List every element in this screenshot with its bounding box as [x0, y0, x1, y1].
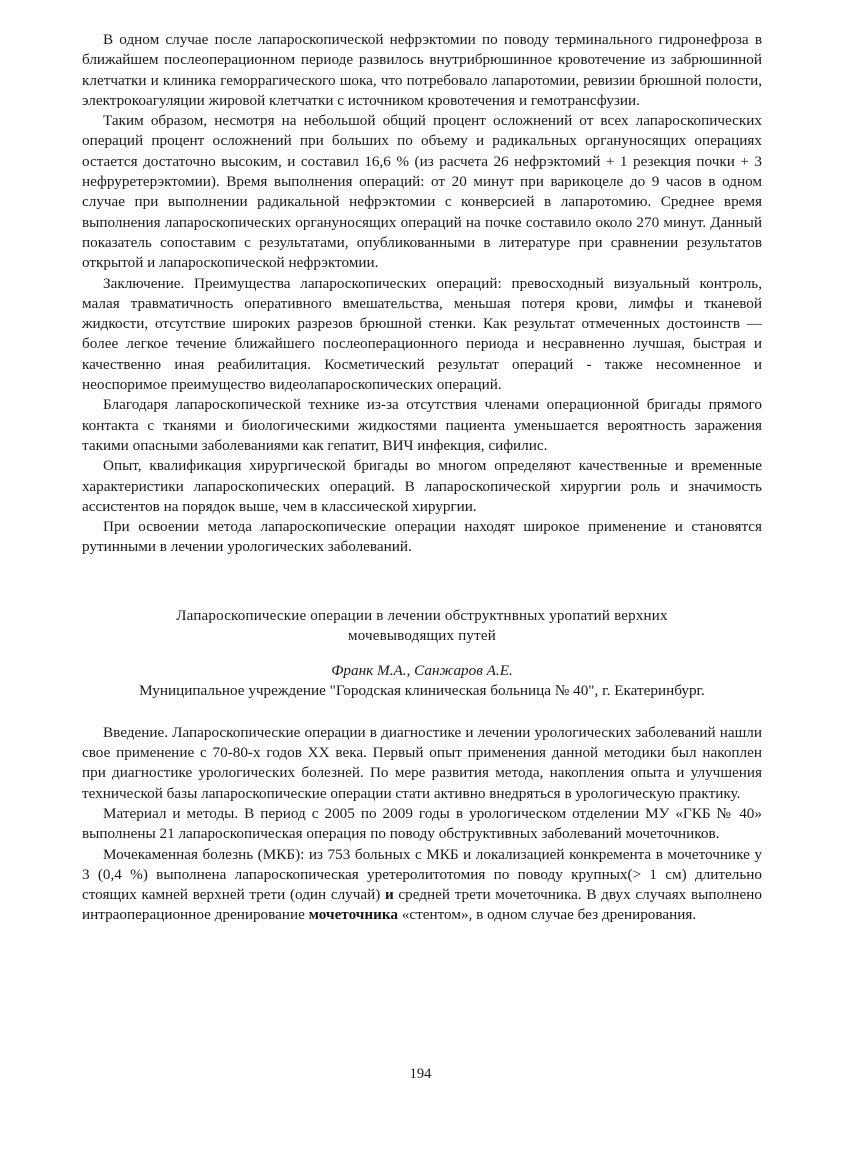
paragraph-methods: Материал и методы. В период с 2005 по 2009 годы в урологическом отделении МУ «ГКБ № 40» выполнены 21 лапароскопическая операция по поводу обструктивных заболеваний мочеточников. — [82, 804, 762, 843]
paragraph-urolithiasis — [82, 845, 762, 926]
article-title-line2: мочевыводящих путей — [348, 628, 496, 645]
page-number: 194 — [409, 1066, 432, 1082]
article-institution: Муниципальное учреждение "Городская клиническая больница № 40", г. Екатеринбург. — [139, 681, 705, 699]
urolithiasis-text-2: средней трети мочеточника. В двух случаях выполнено интраоперационное дренирование — [82, 886, 763, 924]
urolithiasis-text-1: Мочекаменная болезнь (МКБ): из 753 больных с МКБ и локализацией конкремента в мочеточнике у 3 (0,4 %) выполнена лапароскопическая уретеролитотомия по поводу крупных(> 1 см) длительно стоящих камней верхней трети (один случай) — [82, 845, 762, 904]
article-title — [82, 606, 762, 647]
urolithiasis-bold-1: и — [385, 886, 394, 904]
paragraph-conclusion: Заключение. Преимущества лапароскопических операций: превосходный визуальный контроль, малая травматичность оперативного вмешательства, меньшая потеря крови, лимфы и тканевой жидкости, отсутствие широких разрезов брюшной стенки. Как результат отмеченных достоинств — более легкое течение ближайшего послеоперационного периода и несравненно лучшая, быстрая и качественно иная реабилитация. Косметический результат операций - также несомненное и неоспоримое преимущество видеолапароскопических операций. — [82, 274, 762, 394]
page-body — [82, 30, 762, 926]
paragraph-adoption: При освоении метода лапароскопические операции находят широкое применение и становятся рутинными в лечении урологических заболеваний. — [82, 518, 762, 556]
urolithiasis-bold-2: мочеточника — [308, 906, 398, 924]
urolithiasis-text-3: «стентом», в одном случае без дренирования. — [397, 906, 697, 924]
article-authors: Франк М.А., Санжаров А.Е. — [331, 661, 513, 679]
paragraph-infection-safety: Благодаря лапароскопической технике из-за отсутствия членами операционной бригады прямого контакта с тканями и биологическими жидкостями пациента уменьшается вероятность заражения такими опасными заболеваниями как гепатит, ВИЧ инфекция, сифилис. — [82, 396, 762, 454]
paragraph-complication-case: В одном случае после лапароскопической нефрэктомии по поводу терминального гидронефроза в ближайшем послеоперационном периоде развилось внутрибрюшинное кровотечение из забрюшинной клетчатки и клиника геморрагического шока, что потребовало лапаротомии, ревизии брюшной полости, электрокоагуляции жировой клетчатки с источником кровотечения и гемотрансфузии. — [82, 31, 762, 109]
paragraph-introduction: Введение. Лапароскопические операции в диагностике и лечении урологических заболеваний нашли свое применение с 70-80-х годов XX века. Первый опыт применения данной методики был накоплен при диагностике урологических болезней. По мере развития метода, накопления опыта и улучшения технической базы лапароскопические операции стати активно внедряться в урологическую практику. — [82, 723, 762, 802]
article-title-line1: Лапароскопические операции в лечении обструктнвных уропатий верхних — [176, 607, 668, 624]
paragraph-complication-rate: Таким образом, несмотря на небольшой общий процент осложнений от всех лапароскопических операций процент осложнений при больших по объему и радикальных органуносящих операциях остается достаточно высоким, и составил 16,6 % (из расчета 26 нефрэктомий + 1 резекция почки + 3 нефруретерэктомии). Время выполнения операций: от 20 минут при варикоцеле до 9 часов в одном случае при выполнении радикальной нефрэктомии с конверсией в лапаротомию. Среднее время выполнения лапароскопических органуносящих операций на почке составило около 270 минут. Данный показатель сопоставим с результатами, опубликованными в литературе при сравнении результатов открытой и лапароскопической нефрэктомии. — [82, 112, 762, 272]
paragraph-experience: Опыт, квалификация хирургической бригады во многом определяют качественные и временные характеристики лапароскопических операций. В лапароскопической хирургии роль и значимость ассистентов на порядок выше, чем в классической хирургии. — [82, 457, 762, 515]
